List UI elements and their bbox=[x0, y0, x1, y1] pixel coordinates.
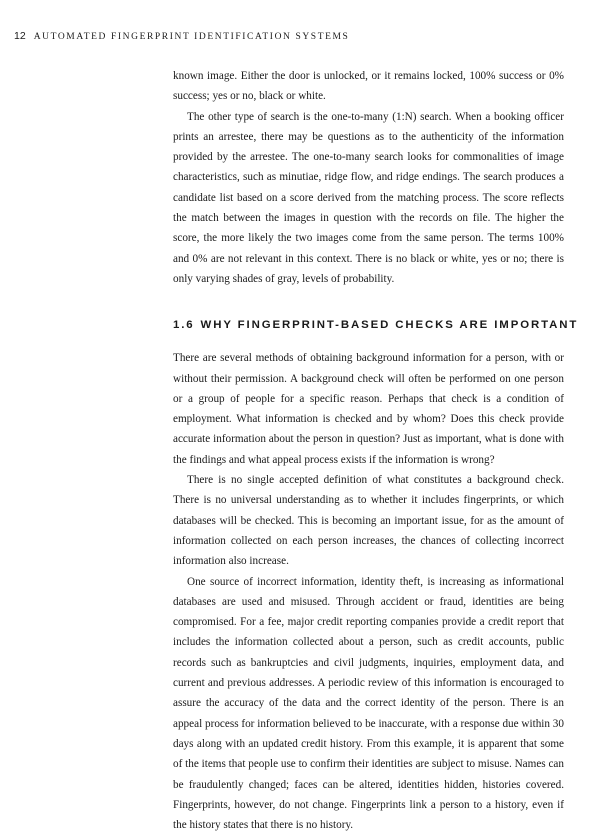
paragraph: The other type of search is the one-to-many (1:N) search. When a booking officer prints an arrestee, there may be questions as to the authenticity of the information provided by the arrestee. The one-to-many search looks for commonalities of image characteristics, such as minutiae, ridge flow, and ridge endings. The search produces a candidate list based on a score derived from the matching process. The score reflects the match between the images in question with the records on file. The higher the score, the more likely the two images come from the same person. The terms 100% and 0% are not relevant in this context. There is no black or white, yes or no; there is only varying shades of gray, levels of probability. bbox=[173, 110, 564, 285]
paragraph: There is no single accepted definition of what constitutes a background check. There is no universal understanding as to whether it includes fingerprints, or which databases will be checked. This is becoming an important issue, for as the amount of information collected on each person increases, the chances of collecting incorrect information also increase. bbox=[173, 474, 564, 568]
section-number: 1.6 bbox=[173, 319, 195, 332]
section-title: WHY FINGERPRINT-BASED CHECKS ARE IMPORTANT bbox=[200, 319, 579, 332]
running-title: AUTOMATED FINGERPRINT IDENTIFICATION SYSTEMS bbox=[33, 32, 350, 42]
paragraph: There are several methods of obtaining background information for a person, with or without their permission. A background check will often be performed on one person or a group of people for a specific reason. Perhaps that check is a condition of employment. What information is checked and by whom? Does this check provide accurate information about the person in question? Just as important, what is done with the findings and what appeal process exists if the information is wrong? bbox=[173, 352, 564, 466]
paragraph: known image. Either the door is unlocked, or it remains locked, 100% success or 0% success; yes or no, black or white. bbox=[173, 70, 564, 103]
section-heading bbox=[173, 315, 579, 335]
body-text bbox=[173, 66, 579, 835]
running-header bbox=[14, 30, 349, 42]
page-number: 12 bbox=[14, 30, 26, 42]
paragraph: One source of incorrect information, identity theft, is increasing as informational databases are used and misused. Through accident or fraud, identities are being compromised. For a fee, major credit reporting companies provide a credit report that includes the information collected about a person, such as credit accounts, public records such as bankruptcies and civil judgments, inquiries, employment data, and current and previous addresses. A periodic review of this information is encouraged to assure the accuracy of the data and the correct identity of the person. There is an appeal process for information believed to be inaccurate, with a response due within 30 days along with an updated credit history. From this example, it is apparent that some of the items that people use to confirm their identities are subject to misuse. Names can be fraudulently changed; faces can be altered, identities hidden, histories covered. Fingerprints, however, do not change. Fingerprints link a person to a history, even if the history states that there is no history. bbox=[173, 575, 564, 832]
